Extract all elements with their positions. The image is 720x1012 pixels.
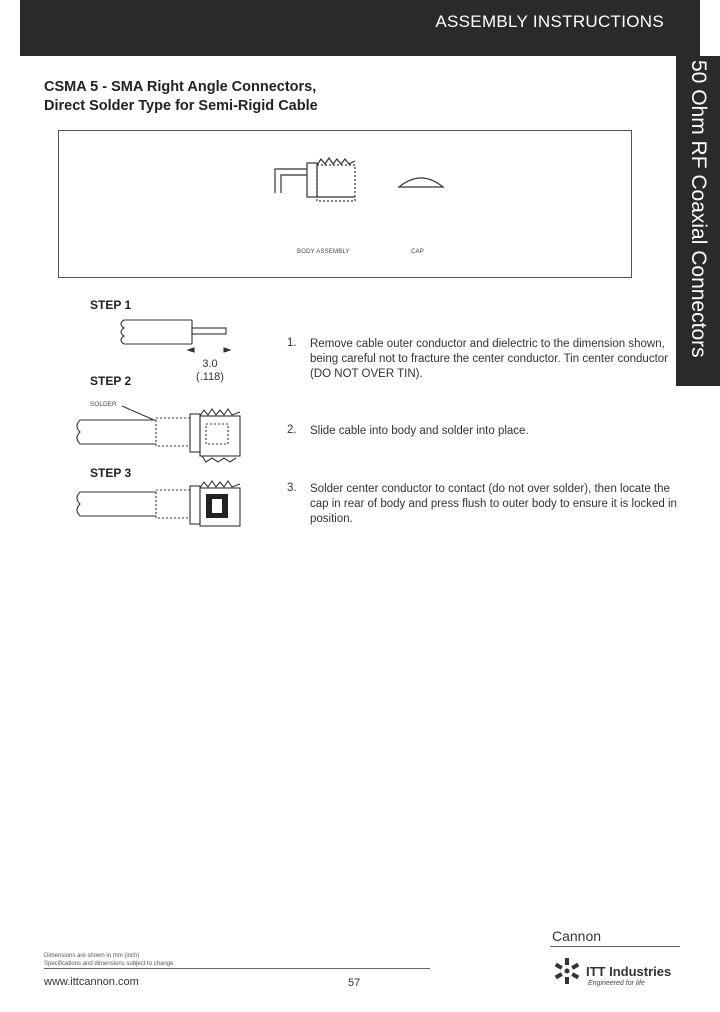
- solder-label: SOLDER: [90, 401, 117, 408]
- step-1-label: STEP 1: [90, 298, 132, 312]
- brand-tagline: Engineered for life: [588, 980, 645, 987]
- document-title-line-2: Direct Solder Type for Semi-Rigid Cable: [44, 98, 318, 114]
- step-3-drawing: [70, 478, 250, 534]
- step-2-text: Slide cable into body and solder into place.: [310, 425, 529, 437]
- parts-drawing: [59, 131, 633, 279]
- itt-logo-icon: [552, 956, 582, 986]
- brand-cannon: Cannon: [552, 928, 602, 944]
- footer-url-link[interactable]: www.ittcannon.com: [44, 976, 139, 988]
- step-3-label: STEP 3: [90, 466, 132, 480]
- step-2-number: 2.: [287, 424, 297, 436]
- step-1-text: Remove cable outer conductor and dielectric to the dimension shown, being careful not to fracture the center conductor. Tin center conductor (DO NOT OVER TIN).: [310, 338, 668, 380]
- footnote-line-1: Dimensions are shown in mm (inch): [44, 953, 140, 959]
- step-2-label: STEP 2: [90, 374, 132, 388]
- footnote-line-2: Specifications and dimensions subject to change: [44, 961, 174, 967]
- step-3-number: 3.: [287, 482, 297, 494]
- body-assembly-drawing: [275, 158, 355, 201]
- cap-label: CAP: [411, 249, 424, 255]
- step-2-drawing: [70, 400, 250, 470]
- dimension-inch: (.118): [196, 371, 224, 383]
- step-1-number: 1.: [287, 337, 297, 349]
- body-assembly-label: BODY ASSEMBLY: [297, 249, 350, 255]
- brand-divider: [550, 946, 680, 947]
- brand-itt-industries: ITT Industries: [586, 964, 672, 979]
- step-1-drawing: [110, 312, 240, 362]
- cap-drawing: [399, 178, 443, 187]
- footer-divider: [44, 968, 430, 969]
- header-title: ASSEMBLY INSTRUCTIONS: [435, 12, 664, 31]
- step-3-text: Solder center conductor to contact (do not over solder), then locate the cap in rear of body and press flush to outer body to ensure it is locked in position.: [310, 483, 677, 525]
- document-title-line-1: CSMA 5 - SMA Right Angle Connectors,: [44, 79, 317, 95]
- dimension-mm: 3.0: [202, 358, 218, 370]
- page-number: 57: [348, 977, 361, 989]
- side-tab-text: 50 Ohm RF Coaxial Connectors: [687, 60, 710, 358]
- document-title: [44, 78, 318, 116]
- parts-figure-box: [58, 130, 632, 278]
- footnote: [44, 952, 173, 968]
